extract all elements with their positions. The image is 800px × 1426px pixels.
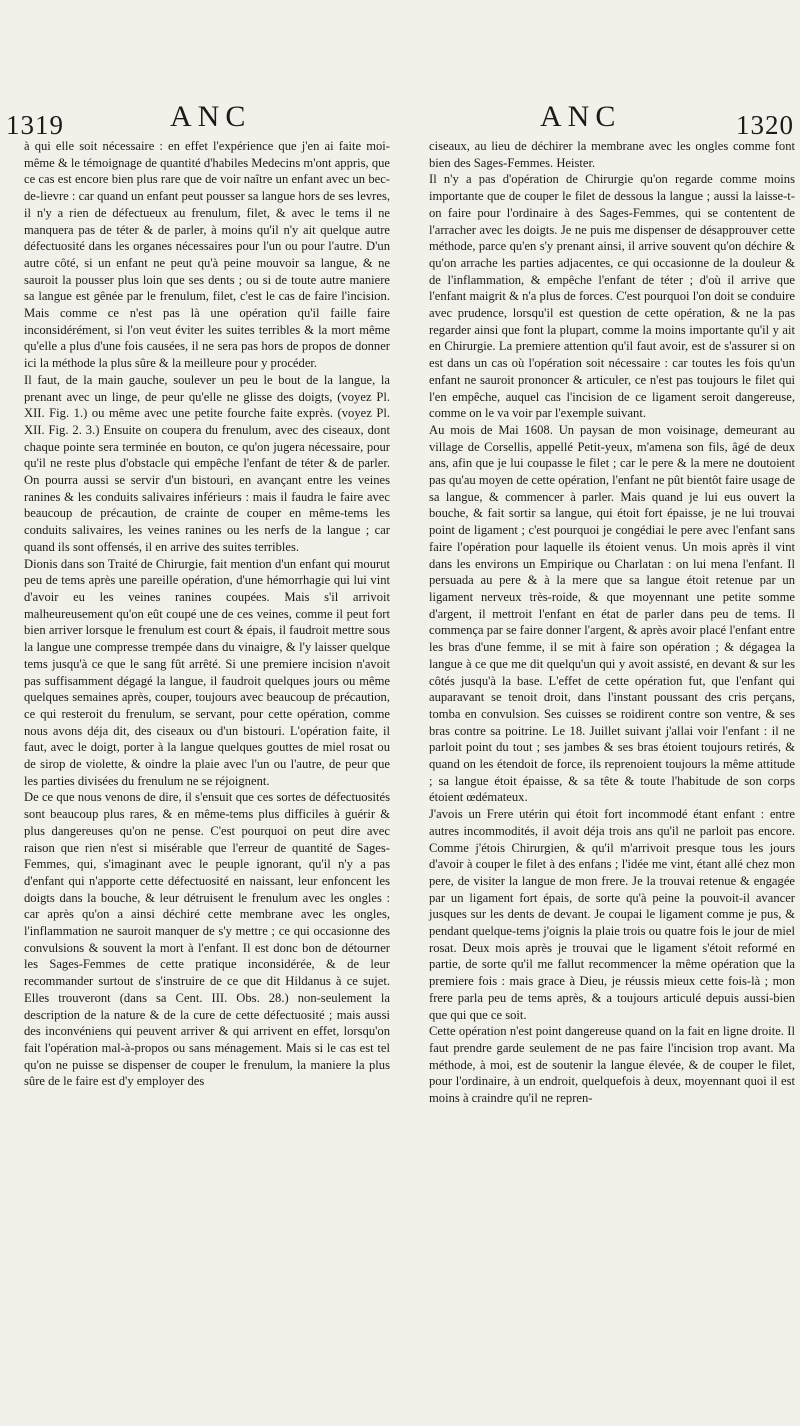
left-running-title: ANC [170, 100, 252, 133]
right-paragraph-4: J'avois un Frere utérin qui étoit fort incommodé étant enfant : entre autres incommodités, il avoit déja trois ans qu'il ne parloit pas encore. Comme j'étois Chirurgien, & qu'il m'arrivoit presque tous les jours d'avoir à couper le filet à des enfans ; l'idée me vint, étant allé chez mon pere, de visiter la langue de mon frere. Je la trouvai retenue & engagée par un ligament fort épais, de sorte qu'à peine la pouvoit-il avancer jusques sur les dents de devant. Je coupai le ligament comme je pus, & pendant quelque-tems j'oignis la plaie trois ou quatre fois le jour de miel rosat. Deux mois après je trouvai que le ligament s'étoit reformé en partie, de sorte qu'il me fallut recommencer la même opération que la premiere fois : mais grace à Dieu, je réussis mieux cette fois-là ; mon frere parla peu de tems après, & a toujours articulé depuis aussi-bien que qui que ce soit. [429, 807, 795, 1022]
right-running-title: ANC [540, 100, 622, 133]
right-paragraph-3: Au mois de Mai 1608. Un paysan de mon voisinage, demeurant au village de Corsellis, appellé Petit-yeux, m'amena son fils, âgé de deux ans, afin que je lui coupasse le filet ; car le pere & la mere ne doutoient pas qu'au moyen de cette opération, l'enfant ne pût bientôt faire usage de sa langue, & commencer à parler. Mais quand je lui eus ouvert la bouche, & fait sortir sa langue, qui étoit fort épaisse, je ne lui trouvai point de ligament ; c'est pourquoi je congédiai le pere avec l'enfant sans faire l'opération pour laquelle ils étoient venus. Un mois après il vint dans les environs un Empirique ou Charlatan : on lui mena l'enfant. Il persuada au pere & à la mere que sa langue étoit retenue par un ligament nerveux très-roide, & que moyennant une petite somme d'argent, il mettroit l'enfant en état de parler dans peu de tems. Il commença par se faire donner l'argent, & après avoir placé l'enfant entre les bras d'une femme, il se mit à faire son opération ; & dégagea la langue à ce que me dit quelqu'un qui y avoit assisté, en devant & sur les côtés jusqu'à la base. L'effet de cette opération fut, que l'enfant qui auparavant se tenoit droit, dans l'instant poussant des cris perçans, tomba en convulsion. Ses cuisses se roidirent contre son ventre, & ses bras contre sa poitrine. Le 18. Juillet suivant j'allai voir l'enfant : il ne parloit point du tout ; ses jambes & ses bras étoient toujours retirés, & quand on les étendoit de force, ils reprenoient toujours la même attitude ; sa langue étoit épaisse, & sa tête & toute l'habitude de son corps étoient œdémateux. [429, 422, 795, 805]
left-page-number: 1319 [6, 110, 64, 140]
right-paragraph-2: Il n'y a pas d'opération de Chirurgie qu'on regarde comme moins importante que de couper le filet de dessous la langue ; aussi la laisse-t-on faire pour l'ordinaire à des Sages-Femmes, qui se contentent de l'arracher avec les doigts. Je ne puis me dispenser de désapprouver cette méthode, parce qu'en s'y prenant ainsi, il arrive souvent qu'on déchire & qu'on arrache les parties adjacentes, ce qui occasionne de la douleur & de l'inflammation, & empêche l'enfant de téter ; d'où il arrive que l'enfant maigrit & n'a plus de forces. C'est pourquoi l'on doit se conduire avec prudence, lorsqu'il est question de cette opération, & ne la pas regarder ainsi que font la plupart, comme la moins importante qu'il y ait en Chirurgie. La premiere attention qu'il faut avoir, est de s'assurer si on est dans un cas où l'opération soit nécessaire : car toutes les fois qu'un enfant ne sauroit prononcer & articuler, ce n'est pas toujours le filet qui l'en empêche, auquel cas l'incision de ce ligament seroit dangereuse, comme on le va voir par l'exemple suivant. [429, 172, 795, 421]
right-page-number: 1320 [736, 110, 794, 140]
right-paragraph-1: ciseaux, au lieu de déchirer la membrane avec les ongles comme font bien des Sages-Femmes. Heister. [429, 139, 795, 170]
right-column [415, 138, 795, 1107]
left-column [10, 138, 390, 1090]
left-paragraph-1: à qui elle soit nécessaire : en effet l'expérience que j'en ai faite moi-même & le témoignage de quantité d'habiles Medecins m'ont appris, que ce cas est encore bien plus rare que de voir naître un enfant avec un bec-de-lievre : car quand un enfant peut pousser sa langue hors de ses levres, il n'y a rien de défectueux au frenulum, filet, & avec le tems il ne manquera pas de téter & de parler, à moins qu'il n'y ait quelque autre défectuosité dans les organes nécessaires pour l'un ou pour l'autre. D'un autre côté, si un enfant ne peut qu'à peine mouvoir sa langue, & ne sauroit la pousser plus loin que ses dents ; ou si de toute autre maniere sa langue est gênée par le frenulum, filet, c'est le cas de faire l'incision. Mais comme ce n'est pas là une opération qu'il faille faire inconsidérément, si l'on veut éviter les suites terribles & la mort même qu'elle a plus d'une fois causées, il ne sera pas hors de propos de donner ici la méthode la plus sûre & la meilleure pour y procéder. [24, 139, 390, 371]
right-paragraph-5: Cette opération n'est point dangereuse quand on la fait en ligne droite. Il faut prendre garde seulement de ne pas faire l'incision trop avant. Ma méthode, à moi, est de soutenir la langue élevée, & de couper le filet, pour l'ordinaire, à un endroit, quelquefois à deux, moyennant quoi il est moins à craindre qu'il ne repren- [429, 1024, 795, 1106]
left-paragraph-2: Il faut, de la main gauche, soulever un peu le bout de la langue, la prenant avec un linge, de peur qu'elle ne glisse des doigts, (voyez Pl. XII. Fig. 1.) ou même avec une petite fourche faite exprès. (voyez Pl. XII. Fig. 2. 3.) Ensuite on coupera du frenulum, avec des ciseaux, dont chaque pointe sera terminée en bouton, ce qu'on jugera nécessaire, pour qu'il ne reste plus d'obstacle qui empêche l'enfant de téter & de parler. On pourra aussi se servir d'un bistouri, en avançant entre les veines ranines & les conduits salivaires inférieurs : mais il faudra le faire avec beaucoup de précaution, de crainte de couper en même-tems les conduits salivaires, les veines ranines ou les nerfs de la langue ; car quand ils sont offensés, il en arrive des suites terribles. [24, 372, 390, 554]
left-paragraph-4: De ce que nous venons de dire, il s'ensuit que ces sortes de défectuosités sont beaucoup plus rares, & en même-tems plus difficiles à guérir & plus dangereuses qu'on ne pense. C'est pourquoi on peut dire avec raison que rien n'est si misérable que l'erreur de quantité de Sages-Femmes, qui, s'imaginant avec le peuple ignorant, qu'il n'y a pas d'enfant qui n'apporte cette défectuosité en naissant, leur enfoncent les doigts dans la bouche, & leur détruisent le frenulum avec les ongles : car après qu'on a ainsi déchiré cette membrane avec les ongles, l'inflammation ne sauroit manquer de s'y mettre ; ce qui occasionne des convulsions & souvent la mort à l'enfant. Il est donc bon de détourner les Sages-Femmes de cette pratique inconsidérée, & de leur recommander surtout de s'instruire de ce que dit Hildanus à ce sujet. Elles trouveront (dans sa Cent. III. Obs. 28.) non-seulement la description de la nature & de la cure de cette défectuosité ; mais aussi des inconvéniens qui peuvent arriver & qui arrivent en effet, lorsqu'on fait l'opération mal-à-propos ou sans ménagement. Mais si le cas est tel qu'on ne puisse se dispenser de couper le frenulum, la maniere la plus sûre de le faire est d'y employer des [24, 790, 390, 1089]
left-paragraph-3: Dionis dans son Traité de Chirurgie, fait mention d'un enfant qui mourut peu de tems après une pareille opération, d'une hémorrhagie qui lui vint d'avoir eu les veines ranines coupées. Mais s'il arrivoit malheureusement qu'on eût coupé une de ces veines, comme il peut fort bien arriver lorsque le frenulum est court & épais, il faudroit mettre sous la langue une compresse trempée dans du vinaigre, & l'y laisser quelque tems jusqu'à ce que le sang fût arrêté. Si une premiere incision n'avoit pas suffisamment dégagé la langue, il faudroit quelques jours ou même quelques semaines après, couper, toujours avec beaucoup de précaution, ce qui resteroit du frenulum, se servant, pour cette opération, comme nous avons déja dit, des ciseaux ou d'un bistouri. L'opération faite, il faut, avec le doigt, porter à la langue quelques gouttes de miel rosat ou de sirop de violette, & oindre la plaie avec l'un ou l'autre, de peur que les parties divisées du frenulum ne se réjoignent. [24, 556, 390, 788]
